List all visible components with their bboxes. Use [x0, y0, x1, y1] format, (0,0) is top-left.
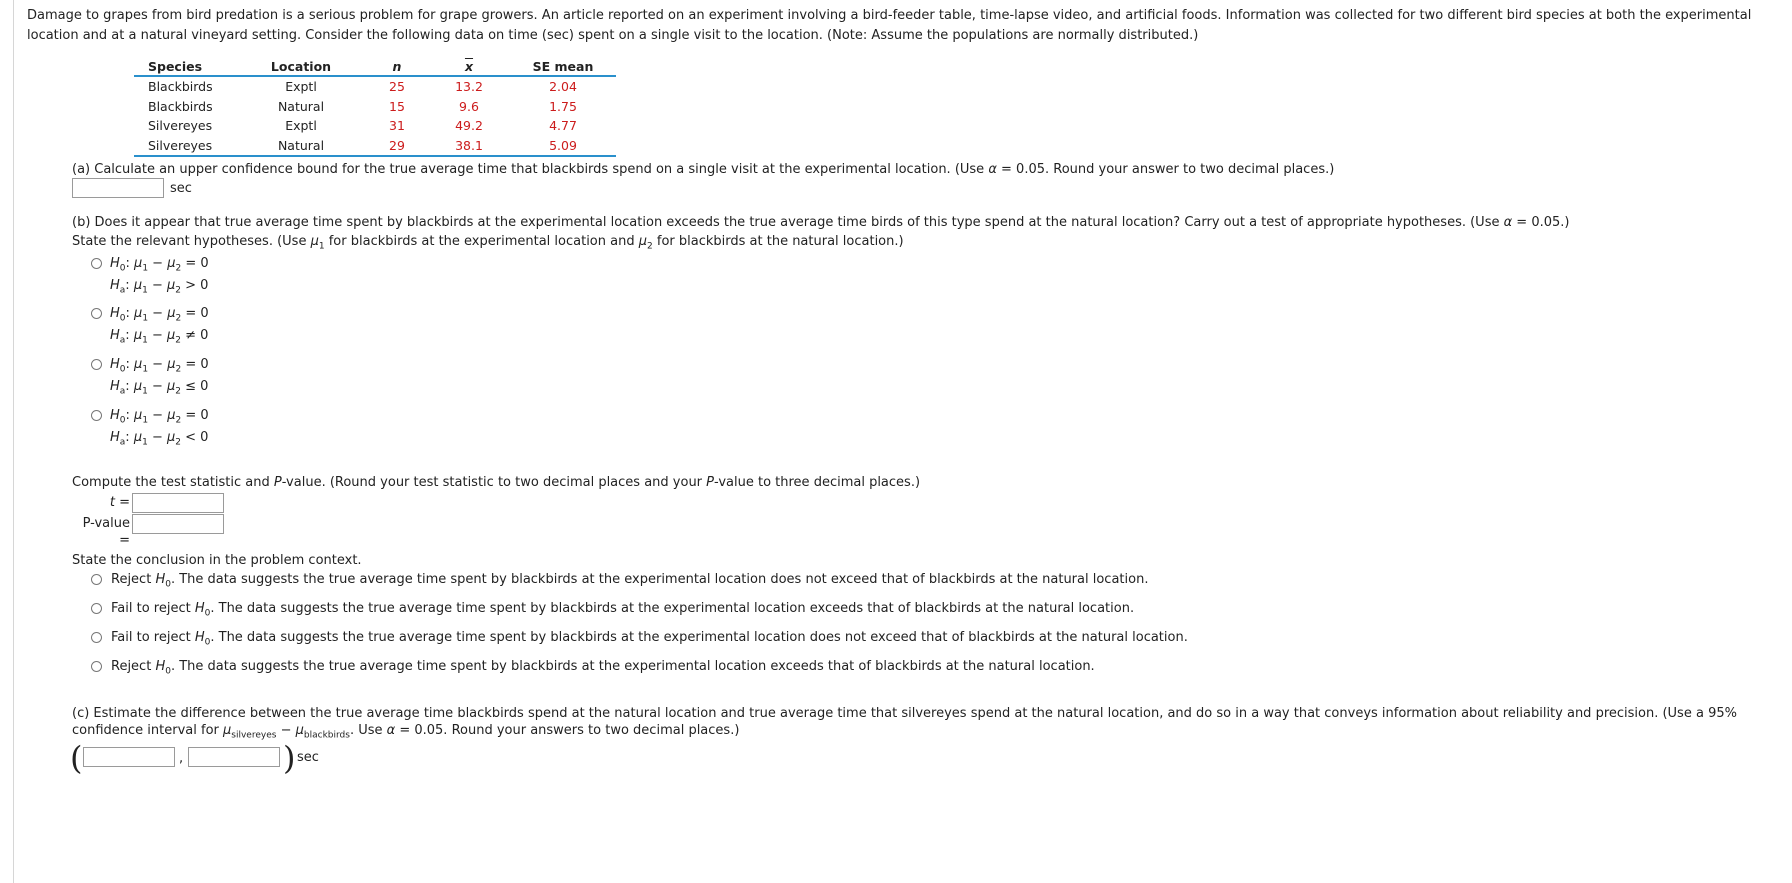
- hypothesis-radio-1[interactable]: [91, 258, 102, 269]
- ci-upper-input[interactable]: [188, 747, 280, 767]
- hypotheses-prompt: State the relevant hypotheses. (Use $\mu_1$ for blackbirds at the experimental location and $\mu_2$ for blackbirds at the natural location.): [72, 234, 904, 252]
- left-border: [13, 0, 14, 883]
- col-se-mean: SE mean: [510, 58, 616, 76]
- table-row: Silvereyes Natural 29 38.1 5.09: [134, 136, 616, 157]
- hypothesis-radio-4[interactable]: [91, 410, 102, 421]
- table-row: Silvereyes Exptl 31 49.2 4.77: [148, 118, 577, 134]
- table-row: Blackbirds Natural 15 9.6 1.75: [148, 98, 577, 114]
- conclusion-radio-3[interactable]: [91, 632, 102, 643]
- col-species: Species: [134, 58, 236, 76]
- close-paren: ): [283, 739, 296, 777]
- col-n: n: [366, 58, 428, 76]
- problem-intro: Damage to grapes from bird predation is a serious problem for grape growers. An article reported on an experiment involving a bird-feeder table, time-lapse video, and artificial foods. Information was collected for two different bird species at both the experimental location and at a natural vineyard setting. Consider the following data on time (sec) spent on a single visit to the location. (Note: Assume the populations are normally distributed.): [27, 8, 1752, 43]
- col-xbar: $\overline{x}$: [428, 58, 510, 76]
- ci-lower-input[interactable]: [83, 747, 175, 767]
- p-value-input[interactable]: [132, 514, 224, 534]
- compute-prompt: Compute the test statistic and P-value. (Round your test statistic to two decimal places and your P-value to three decimal places.): [72, 475, 921, 490]
- t-label: t =: [109, 495, 130, 510]
- ci-comma: ,: [179, 751, 184, 766]
- col-location: Location: [236, 58, 366, 76]
- conclusion-prompt: State the conclusion in the problem context.: [72, 553, 362, 568]
- hypothesis-radio-3[interactable]: [91, 359, 102, 370]
- data-table: [134, 58, 616, 157]
- conclusion-radio-4[interactable]: [91, 661, 102, 672]
- t-statistic-input[interactable]: [132, 493, 224, 513]
- table-row: Blackbirds Exptl 25 13.2 2.04: [148, 79, 577, 95]
- part-a-unit: sec: [170, 181, 192, 196]
- table-header-row: [134, 58, 616, 76]
- part-c-unit: sec: [297, 750, 319, 765]
- part-a-prompt: (a) Calculate an upper confidence bound for the true average time that blackbirds spend on a single visit at the experimental location. (Use α = 0.05. Round your answer to two decimal places.): [72, 162, 1335, 177]
- part-a-answer-input[interactable]: [72, 178, 164, 198]
- hypothesis-radio-2[interactable]: [91, 308, 102, 319]
- open-paren: (: [70, 739, 83, 777]
- part-b-prompt: (b) Does it appear that true average time spent by blackbirds at the experimental location exceeds the true average time birds of this type spend at the natural location? Carry out a test of appropriate hypotheses. (Use α = 0.05.): [72, 215, 1570, 230]
- conclusion-radio-2[interactable]: [91, 603, 102, 614]
- conclusion-radio-1[interactable]: [91, 574, 102, 585]
- part-c-prompt: (c) Estimate the difference between the true average time blackbirds spend at the natural location and true average time that silvereyes spend at the natural location, and do so in a way that conveys information about reliability and precision. (Use a 95%: [72, 706, 1737, 721]
- part-c-prompt-line-2: confidence interval for $\mu_{silvereyes} - \mu_{blackbirds}$. Use α = 0.05. Round your answers to two decimal places.): [72, 723, 740, 741]
- p-value-label: P-value =: [82, 516, 130, 548]
